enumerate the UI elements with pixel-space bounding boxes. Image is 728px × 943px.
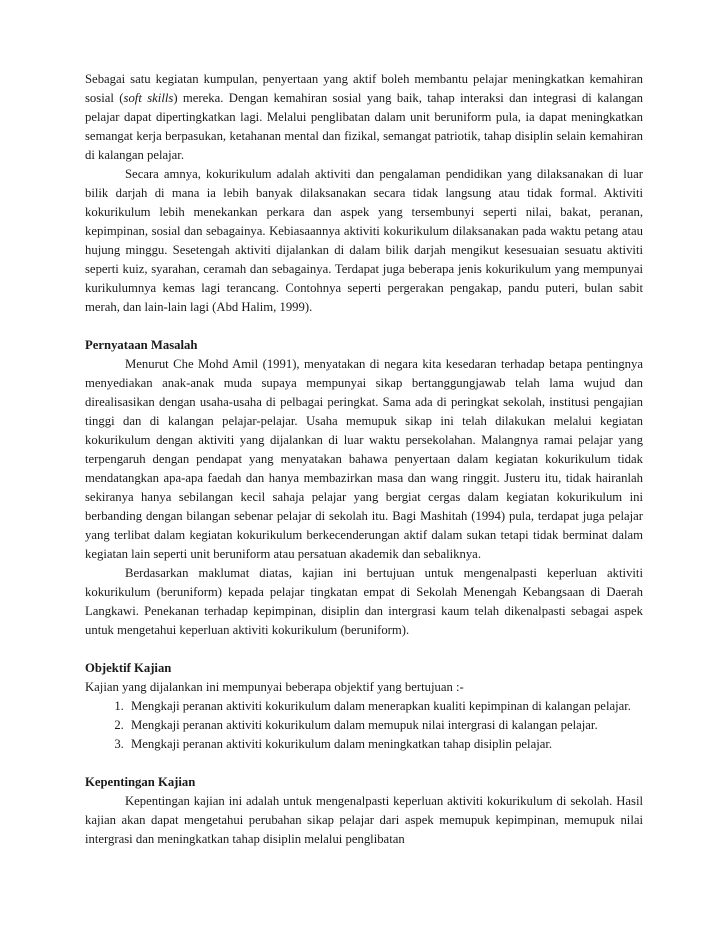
- document-page: [85, 70, 643, 849]
- intro-paragraph-1: [85, 70, 643, 165]
- intro-p1-text-before: Sebagai satu kegiatan kumpulan, penyertaan yang aktif boleh membantu pelajar meningkatkan kemahiran sosial (: [85, 72, 643, 105]
- problem-heading: Pernyataan Masalah: [85, 338, 198, 352]
- objective-item: 3. Mengkaji peranan aktiviti kokurikulum dalam meningkatkan tahap disiplin pelajar.: [127, 735, 643, 754]
- intro-p1-italic-term: soft skills: [123, 91, 174, 105]
- objectives-lead: Kajian yang dijalankan ini mempunyai beberapa objektif yang bertujuan :-: [85, 680, 464, 694]
- importance-paragraph-1: Kepentingan kajian ini adalah untuk mengenalpasti keperluan aktiviti kokurikulum di sekolah. Hasil kajian akan dapat mengetahui perubahan sikap pelajar dari aspek memupuk kepimpinan, memupuk nilai intergrasi dan meningkatkan tahap disiplin melalui penglibatan: [85, 794, 643, 846]
- problem-paragraph-2: Berdasarkan maklumat diatas, kajian ini bertujuan untuk mengenalpasti keperluan aktiviti kokurikulum (beruniform) kepada pelajar tingkatan empat di Sekolah Menengah Kebangsaan di Daerah Langkawi. Penekanan terhadap kepimpinan, disiplin dan intergrasi kaum telah dikenalpasti sebagai aspek untuk mengetahui keperluan aktiviti kokurikulum (beruniform).: [85, 566, 643, 637]
- objectives-list: [85, 697, 643, 754]
- intro-p1-text-after: ) mereka. Dengan kemahiran sosial yang baik, tahap interaksi dan integrasi di kalangan pelajar dapat dipertingkatkan lagi. Melalui penglibatan dalam unit beruniform pula, ia dapat meningkatkan semangat kerja berpasukan, ketahanan mental dan fizikal, semangat patriotik, tahap disiplin selain kemahiran di kalangan pelajar.: [85, 91, 643, 162]
- problem-paragraph-1: Menurut Che Mohd Amil (1991), menyatakan di negara kita kesedaran terhadap betapa pentingnya menyediakan anak-anak muda supaya mempunyai sikap bertanggungjawab telah lama wujud dan direalisasikan dengan usaha-usaha di pelbagai peringkat. Sama ada di peringkat sekolah, institusi pengajian tinggi dan di kalangan pelajar-pelajar. Usaha memupuk sikap ini telah dilakukan melalui kegiatan kokurikulum dengan aktiviti yang dijalankan di luar waktu persekolahan. Malangnya ramai pelajar yang terpengaruh dengan pendapat yang menyatakan bahawa penyertaan dalam kegiatan kokurikulum tidak mendatangkan apa-apa faedah dan hanya membazirkan masa dan wang ringgit. Justeru itu, tidak hairanlah sekiranya hanya sebilangan kecil sahaja pelajar yang bergiat cergas dalam kegiatan kokurikulum ini berbanding dengan bilangan sebenar pelajar di sekolah itu. Bagi Mashitah (1994) pula, terdapat juga pelajar yang terlibat dalam kegiatan kokurikulum berkecenderungan aktif dalam sukan tetapi tidak berminat dalam kegiatan lain seperti unit beruniform atau persatuan akademik dan sebaliknya.: [85, 357, 643, 561]
- intro-paragraph-2: Secara amnya, kokurikulum adalah aktiviti dan pengalaman pendidikan yang dilaksanakan di luar bilik darjah di mana ia lebih banyak dilaksanakan secara tidak langsung atau tidak formal. Aktiviti kokurikulum lebih menekankan perkara dan aspek yang tersembunyi seperti nilai, bakat, peranan, kepimpinan, sosial dan sebagainya. Kebiasaannya aktiviti kokurikulum dilaksanakan pada waktu petang atau hujung minggu. Sesetengah aktiviti dijalankan di dalam bilik darjah mengikut kesesuaian sesuatu aktiviti seperti kuiz, syarahan, ceramah dan sebagainya. Terdapat juga beberapa jenis kokurikulum yang mempunyai kurikulumnya kemas lagi terancang. Contohnya seperti pergerakan pengakap, pandu puteri, bulan sabit merah, dan lain-lain lagi (Abd Halim, 1999).: [85, 167, 643, 314]
- objective-item: 1. Mengkaji peranan aktiviti kokurikulum dalam menerapkan kualiti kepimpinan di kalangan pelajar.: [127, 697, 643, 716]
- objective-item: 2. Mengkaji peranan aktiviti kokurikulum dalam memupuk nilai intergrasi di kalangan pelajar.: [127, 716, 643, 735]
- objectives-heading: Objektif Kajian: [85, 661, 172, 675]
- importance-heading: Kepentingan Kajian: [85, 775, 196, 789]
